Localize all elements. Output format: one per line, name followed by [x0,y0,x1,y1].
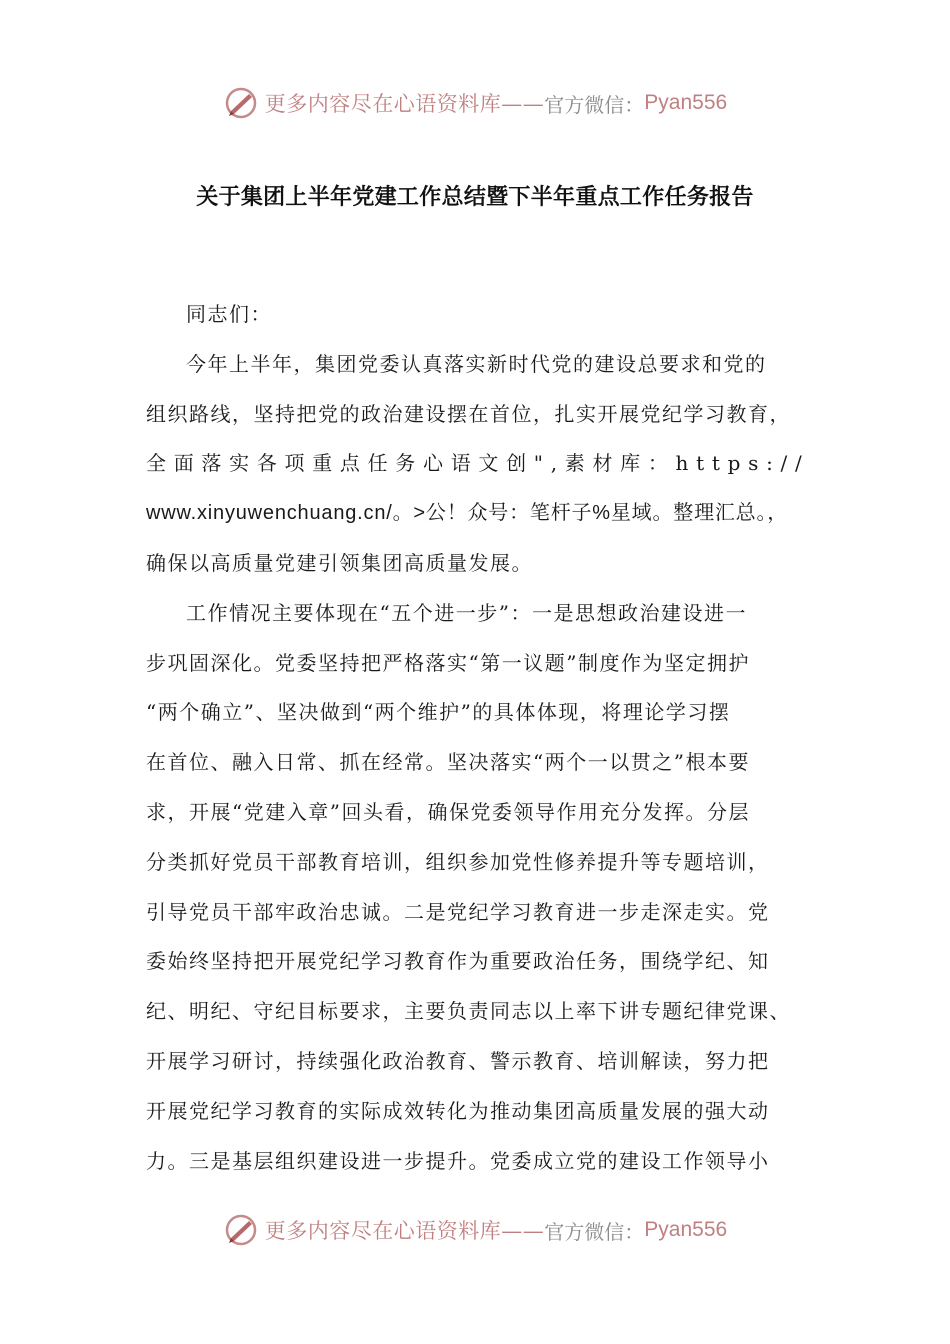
paragraph-line: 力。三是基层组织建设进一步提升。党委成立党的建设工作领导小 [146,1148,770,1173]
greeting: 同志们： [186,302,272,326]
document-title: 关于集团上半年党建工作总结暨下半年重点工作任务报告 [196,185,754,210]
paragraph-line: “两个确立”、坚决做到“两个维护”的具体体现，将理论学习摆 [146,700,731,725]
paragraph-line: 工作情况主要体现在“五个进一步”：一是思想政治建设进一 [186,600,747,625]
paragraph-line: 在首位、融入日常、抓在经常。坚决落实“两个一以贯之”根本要 [146,750,750,775]
watermark-banner-top [0,83,950,123]
paragraph-line: 确保以高质量党建引领集团高质量发展。 [146,550,533,575]
paragraph-line: 开展学习研讨，持续强化政治教育、警示教育、培训解读，努力把 [146,1048,770,1073]
paragraph-line: www.xinyuwenchuang.cn/。>公！众号：笔杆子%星域。整理汇总。， [146,502,789,525]
paragraph-line: 纪、明纪、守纪目标要求，主要负责同志以上率下讲专题纪律党课、 [146,999,791,1024]
watermark-wechat-id: Pyan556 [644,1218,728,1241]
paragraph-1 [146,340,810,589]
paragraph-2 [146,589,810,1187]
paragraph-line: 求，开展“党建入章”回头看，确保党委领导作用充分发挥。分层 [146,799,750,824]
watermark-banner-bottom [0,1210,950,1250]
watermark-wechat-id: Pyan556 [644,91,728,114]
watermark-wechat-label: 官方微信： [544,92,645,117]
watermark-wechat-label: 官方微信： [544,1219,645,1244]
document-body [146,290,810,1186]
watermark-main-text: 更多内容尽在心语资料库—— [264,92,545,116]
pen-logo-icon [223,85,259,121]
pen-logo-icon [223,1212,259,1248]
paragraph-line: 全面落实各项重点任务心语文创",素材库：https:// [146,451,810,476]
paragraph-line: 分类抓好党员干部教育培训，组织参加党性修养提升等专题培训， [146,849,770,874]
paragraph-line: 委始终坚持把开展党纪学习教育作为重要政治任务，围绕学纪、知 [146,949,770,974]
paragraph-line: 步巩固深化。党委坚持把严格落实“第一议题”制度作为坚定拥护 [146,650,750,675]
paragraph-line: 今年上半年，集团党委认真落实新时代党的建设总要求和党的 [186,351,767,376]
paragraph-line: 组织路线，坚持把党的政治建设摆在首位，扎实开展党纪学习教育， [146,401,791,426]
watermark-main-text: 更多内容尽在心语资料库—— [264,1219,545,1243]
paragraph-line: 引导党员干部牢政治忠诚。二是党纪学习教育进一步走深走实。党 [146,899,770,924]
paragraph-line: 开展党纪学习教育的实际成效转化为推动集团高质量发展的强大动 [146,1098,770,1123]
